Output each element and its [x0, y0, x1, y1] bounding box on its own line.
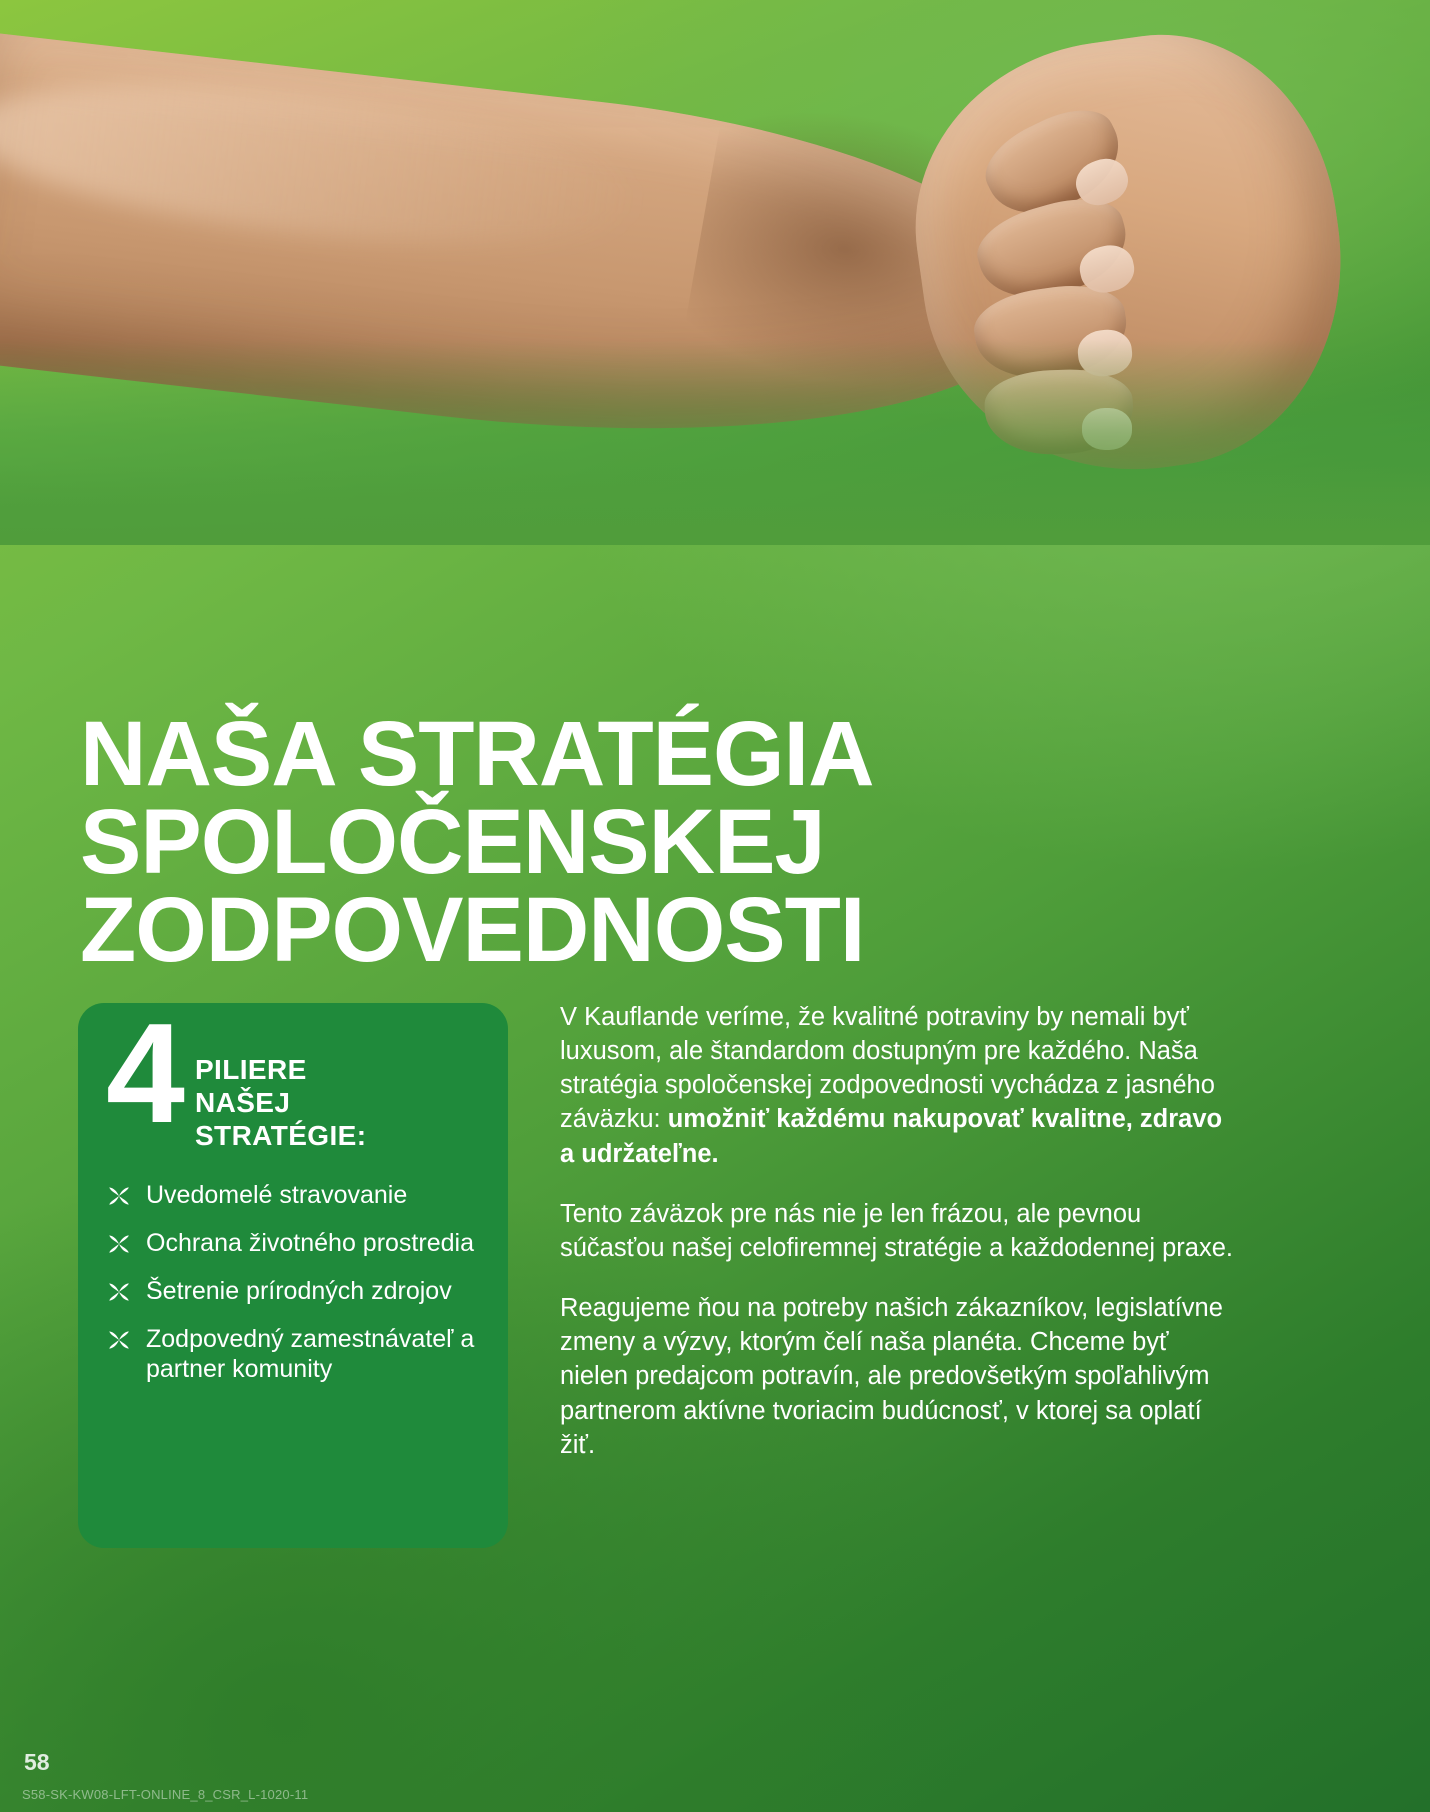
pillars-card-title	[195, 1025, 366, 1152]
flower-icon	[106, 1327, 132, 1353]
page-title-line-2: SPOLOČENSKEJ	[80, 790, 825, 893]
list-item	[106, 1228, 480, 1258]
flower-icon	[106, 1231, 132, 1257]
list-item-label: Šetrenie prírodných zdrojov	[146, 1277, 452, 1306]
paragraph-1	[560, 1000, 1240, 1171]
pillars-list	[106, 1180, 480, 1384]
page-title-line-1: NAŠA STRATÉGIA	[80, 702, 874, 805]
pillars-card-header	[106, 994, 480, 1153]
paragraph-3: Reagujeme ňou na potreby našich zákazníkov, legislatívne zmeny a výzvy, ktorým čelí naša planéta. Chceme byť nielen predajcom potravín, ale predovšetkým spoľahlivým partnerom aktívne tvoriacim budúcnosť, v ktorej sa oplatí žiť.	[560, 1294, 1223, 1459]
list-item-label: Ochrana životného prostredia	[146, 1229, 474, 1258]
list-item-label: Uvedomelé stravovanie	[146, 1181, 408, 1210]
pillars-card	[78, 994, 508, 1548]
photo-gradient-fade-bottom	[0, 466, 1430, 545]
list-item-label: Zodpovedný zamestnávateľ a partner komunity	[146, 1325, 475, 1384]
paragraph-1-text: V Kauflande veríme, že kvalitné potraviny by nemali byť luxusom, ale štandardom dostupným pre každého. Naša stratégia spoločenskej zodpovednosti vychádza z jasného záväzku:	[560, 1003, 1215, 1134]
pillars-card-title-line-3: STRATÉGIE:	[194, 1120, 367, 1152]
document-code: S58-SK-KW08-LFT-ONLINE_8_CSR_L-1020-11	[22, 1787, 309, 1802]
flower-icon	[106, 1279, 132, 1305]
list-item	[106, 1324, 480, 1384]
page-title	[80, 702, 1230, 982]
list-item	[106, 1276, 480, 1306]
list-item	[106, 1180, 480, 1210]
paragraph-1-emphasis: umožniť každému nakupovať kvalitne, zdravo a udržateľne.	[560, 1105, 1223, 1168]
page-title-line-3: ZODPOVEDNOSTI	[80, 879, 865, 982]
body-copy	[560, 1000, 1240, 1462]
paragraph-2: Tento záväzok pre nás nie je len frázou, ale pevnou súčasťou našej celofiremnej stratégie a každodennej praxe.	[560, 1199, 1233, 1262]
flower-icon	[106, 1183, 132, 1209]
page-number: 58	[24, 1749, 50, 1775]
pillars-count: 4	[106, 994, 181, 1153]
pillars-card-title-line-1: PILIERE	[194, 1054, 307, 1085]
pillars-card-title-line-2: NAŠEJ	[194, 1087, 291, 1119]
handshake-photo	[0, 0, 1430, 545]
